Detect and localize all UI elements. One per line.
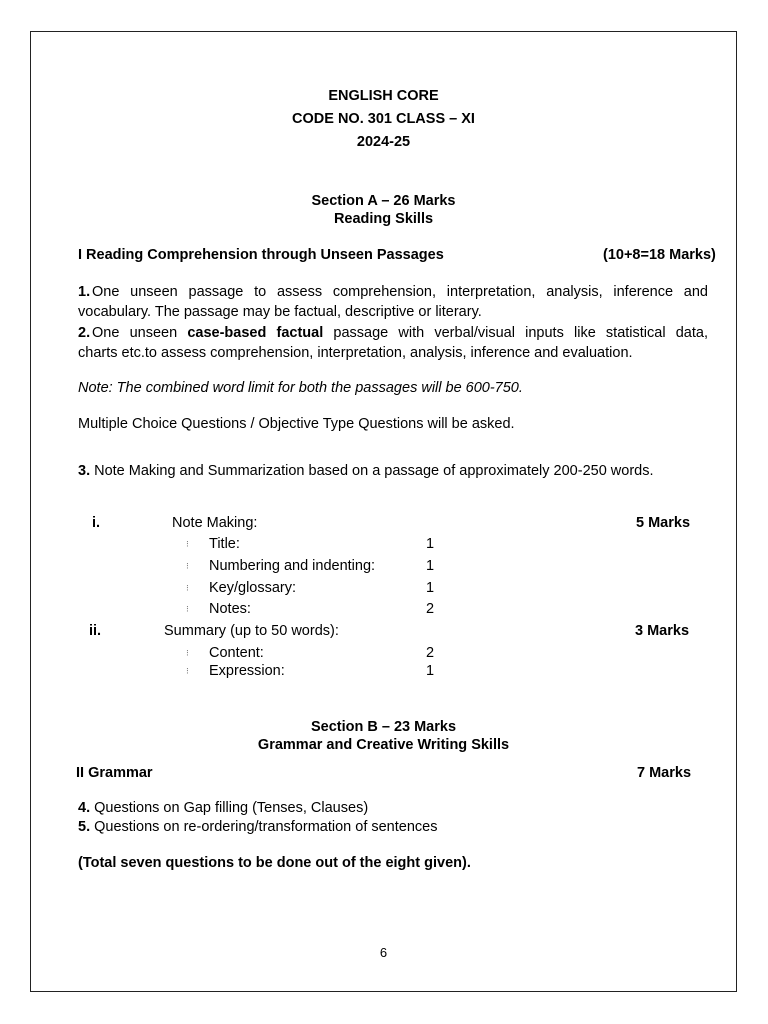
summary-item-value: 1 (426, 663, 435, 679)
note-item-label: Numbering and indenting: (209, 558, 376, 574)
item-1-line-2: vocabulary. The passage may be factual, descriptive or literary. (78, 304, 482, 320)
item-4-text: Questions on Gap filling (Tenses, Clauses) (90, 800, 369, 816)
note-item-value: 2 (426, 601, 435, 617)
mcq-note: Multiple Choice Questions / Objective Type Questions will be asked. (78, 416, 515, 432)
note-making-marks: 5 Marks (636, 515, 691, 531)
item-1-number: 1. (78, 284, 91, 300)
page-frame (30, 31, 737, 992)
total-questions-note: (Total seven questions to be done out of the eight given). (78, 855, 471, 871)
item-2-post: passage with verbal/visual inputs like statistical data, (323, 325, 708, 341)
note-item-value: 1 (426, 558, 435, 574)
note-making-label: Note Making: (172, 515, 258, 531)
section-b-subheading: Grammar and Creative Writing Skills (257, 737, 510, 753)
section-b-heading: Section B – 23 Marks (310, 719, 457, 735)
item-4 (78, 800, 368, 816)
page-number: 6 (379, 945, 388, 960)
item-2-line-1 (92, 323, 708, 343)
summary-roman: ii. (89, 623, 102, 639)
bullet-icon: ⁝ (186, 648, 189, 658)
summary-item-label: Content: (209, 645, 264, 661)
reading-comprehension-title: I Reading Comprehension through Unseen Passages (78, 247, 444, 263)
item-5-number: 5. (78, 819, 91, 835)
note-item-label: Notes: (209, 601, 251, 617)
grammar-title: II Grammar (76, 765, 153, 781)
item-2-pre: One unseen (92, 325, 188, 341)
bullet-icon: ⁝ (186, 666, 189, 676)
doc-year: 2024-25 (356, 134, 411, 150)
word-limit-note: Note: The combined word limit for both the passages will be 600-750. (78, 380, 523, 396)
bullet-icon: ⁝ (186, 604, 189, 614)
bullet-icon: ⁝ (186, 561, 189, 571)
note-item-value: 1 (426, 580, 435, 596)
reading-comprehension-marks: (10+8=18 Marks) (603, 247, 716, 263)
bullet-icon: ⁝ (186, 583, 189, 593)
section-a-heading: Section A – 26 Marks (311, 193, 456, 209)
note-making-roman: i. (92, 515, 101, 531)
section-a-subheading: Reading Skills (333, 211, 434, 227)
item-3-text: Note Making and Summarization based on a passage of approximately 200-250 words. (90, 463, 654, 479)
item-4-number: 4. (78, 800, 91, 816)
item-1-line-1: One unseen passage to assess comprehension, interpretation, analysis, inference and (92, 284, 708, 300)
summary-label: Summary (up to 50 words): (164, 623, 339, 639)
item-2-bold: case-based factual (187, 325, 324, 341)
item-3-number: 3. (78, 463, 91, 479)
note-item-value: 1 (426, 536, 435, 552)
summary-marks: 3 Marks (635, 623, 690, 639)
summary-item-value: 2 (426, 645, 435, 661)
item-2 (78, 323, 708, 363)
item-2-line-2: charts etc.to assess comprehension, interpretation, analysis, inference and evaluation. (78, 345, 633, 361)
item-1 (78, 282, 708, 322)
item-3 (78, 463, 654, 479)
doc-code: CODE NO. 301 CLASS – XI (292, 111, 475, 127)
note-item-label: Title: (209, 536, 240, 552)
grammar-marks: 7 Marks (637, 765, 692, 781)
item-5-text: Questions on re-ordering/transformation of sentences (90, 819, 438, 835)
item-5 (78, 819, 437, 835)
bullet-icon: ⁝ (186, 539, 189, 549)
doc-title: ENGLISH CORE (328, 88, 439, 104)
summary-item-label: Expression: (209, 663, 285, 679)
note-item-label: Key/glossary: (209, 580, 297, 596)
item-2-number: 2. (78, 325, 91, 341)
